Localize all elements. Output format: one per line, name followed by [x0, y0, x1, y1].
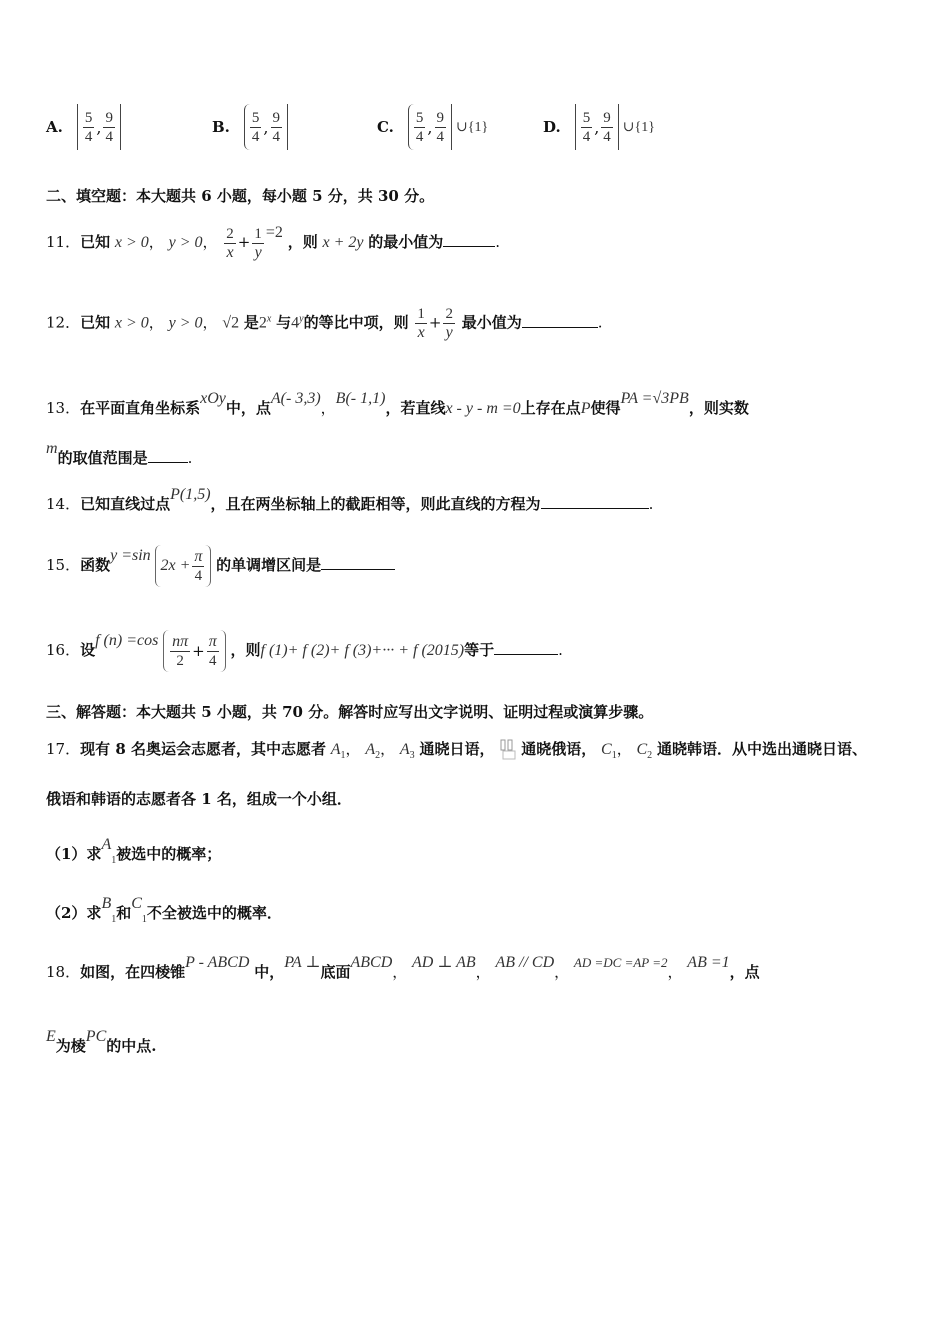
question-11: 11．已知 x > 0， y > 0， $\frac{2}{x}$ + $\frac{1}{y}$ =2 ，则 x + 2y 的最小值为 .	[46, 224, 501, 261]
option-b[interactable]	[212, 104, 288, 150]
option-label: D.	[543, 118, 561, 136]
question-18: 18．如图，在四棱锥P - ABCD 中，PA ⊥底面ABCD， AD ⊥ AB， AB // CD， AD =DC =AP =2， AB =1，点	[46, 954, 760, 981]
option-c[interactable]: C. $\frac{5}{4}$ , $\frac{9}{4}$ ∪{1}	[377, 104, 488, 150]
section-2-heading: 二、填空题：本大题共 6 小题，每小题 5 分，共 30 分。	[46, 187, 435, 205]
question-16: 16．设f (n) =cos $\frac{n\pi}{2}$ + $\frac{\pi}{4}$ ，则f (1)+ f (2)+ f (3)+··· + f (2015)等于 .	[46, 630, 563, 672]
question-17-part-2: （2）求$B_1$和$C_1$不全被选中的概率．	[46, 895, 282, 925]
question-15: 15．函数y =sin 2x + $\frac{\pi}{4}$ 的单调增区间是	[46, 545, 395, 587]
question-13: 13．在平面直角坐标系xOy中，点A(- 3,3)，B(- 1,1)，若直线x - y - m =0上存在点P使得PA =√3PB，则实数	[46, 390, 749, 417]
interval: $\frac{5}{4}$ , $\frac{9}{4}$	[575, 104, 619, 150]
interval: $\frac{5}{4}$ , $\frac{9}{4}$	[77, 104, 121, 150]
answer-blank[interactable]	[541, 494, 649, 509]
question-14: 14．已知直线过点P(1,5)，且在两坐标轴上的截距相等，则此直线的方程为 .	[46, 486, 654, 513]
option-a[interactable]	[46, 104, 121, 150]
answer-blank[interactable]	[494, 640, 558, 655]
option-label: A.	[46, 118, 63, 136]
answer-blank[interactable]	[443, 232, 495, 247]
question-17: 17．现有 8 名奥运会志愿者，其中志愿者 $A_1$， $A_2$， $A_3$ 通晓日语， 通晓俄语， $C_1$， $C_2$ 通晓韩语．从中选出通晓日语、	[46, 740, 867, 761]
section-3-heading: 三、解答题：本大题共 5 小题，共 70 分。解答时应写出文字说明、证明过程或演算步骤。	[46, 703, 654, 721]
interval: $\frac{5}{4}$ , $\frac{9}{4}$	[408, 104, 452, 150]
question-13-cont: m的取值范围是 .	[46, 440, 193, 467]
question-12: 12．已知 x > 0， y > 0， √2 是2$^x$ 与4$^y$的等比中项，则 $\frac{1}{x}$ + $\frac{2}{y}$ 最小值为 .	[46, 306, 603, 341]
option-label: B.	[212, 118, 230, 136]
question-17-cont: 俄语和韩语的志愿者各 1 名，组成一个小组．	[46, 790, 352, 808]
question-18-cont: E为棱PC的中点.	[46, 1028, 157, 1055]
answer-blank[interactable]	[321, 555, 395, 570]
interval: $\frac{5}{4}$ , $\frac{9}{4}$	[244, 104, 288, 150]
option-label: C.	[377, 118, 394, 136]
question-17-part-1: （1）求$A_1$被选中的概率；	[46, 836, 222, 866]
garbled-symbol-icon	[499, 738, 521, 762]
answer-blank[interactable]	[522, 313, 598, 328]
answer-blank[interactable]	[148, 448, 188, 463]
option-d[interactable]: D. $\frac{5}{4}$ , $\frac{9}{4}$ ∪{1}	[543, 104, 655, 150]
